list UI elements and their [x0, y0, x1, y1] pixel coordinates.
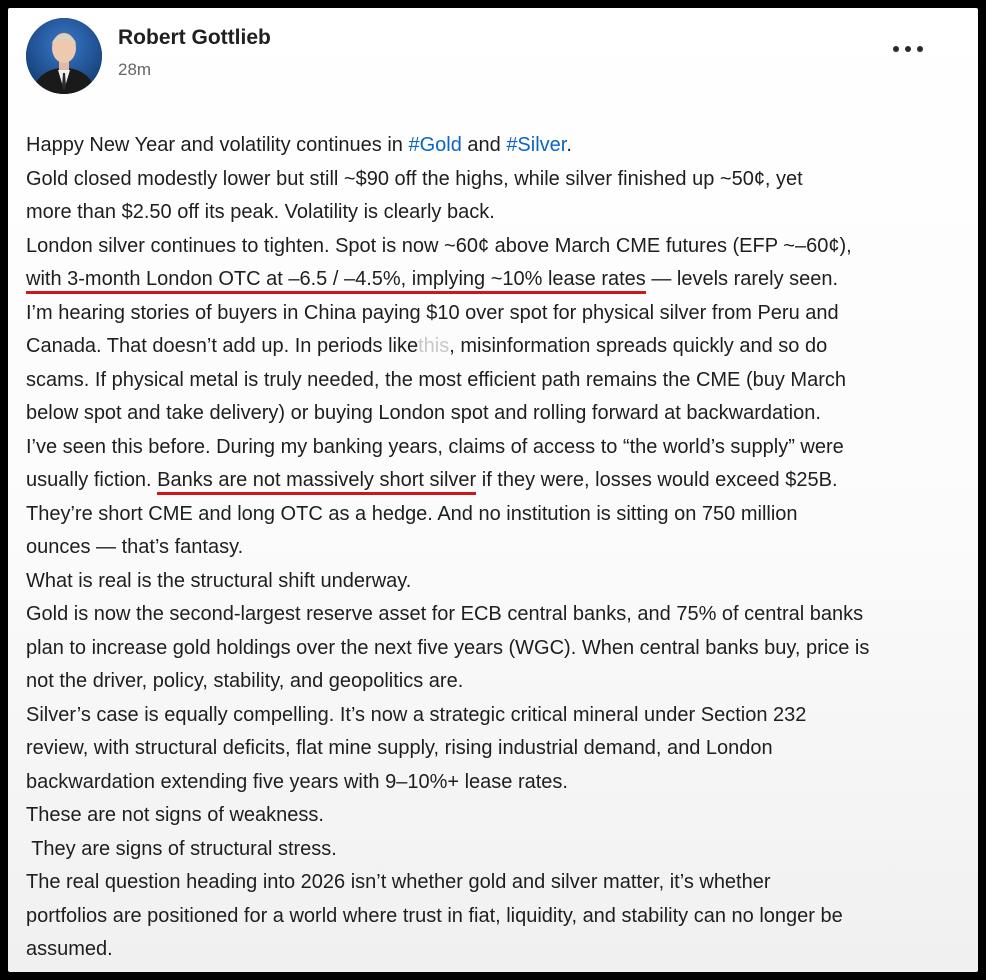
post-line: They’re short CME and long OTC as a hedge. And no institution is sitting on 750 million [26, 502, 798, 525]
post-line: The real question heading into 2026 isn’t whether gold and silver matter, it’s whether [26, 871, 771, 893]
post-line: They are signs of structural stress. [26, 837, 337, 860]
post-text: . [566, 134, 572, 156]
avatar[interactable] [26, 18, 102, 94]
post-line: review, with structural deficits, flat mine supply, rising industrial demand, and London [26, 737, 773, 759]
post-text: usually fiction. [26, 469, 158, 491]
post-line: London silver continues to tighten. Spot is now ~60¢ above March CME futures (EFP ~–60¢), [26, 234, 852, 257]
post-line [26, 330, 972, 364]
post-line: Gold closed modestly lower but still ~$90 off the highs, while silver finished up ~50¢, yet [26, 167, 803, 190]
more-options-button[interactable] [888, 38, 928, 60]
post-line: scams. If physical metal is truly needed, the most efficient path remains the CME (buy March [26, 368, 846, 391]
post-line: Silver’s case is equally compelling. It’s now a strategic critical mineral under Section 232 [26, 703, 807, 726]
more-horizontal-icon [905, 46, 911, 52]
post-line: What is real is the structural shift underway. [26, 569, 412, 592]
post-text: Happy New Year and volatility continues in [26, 134, 409, 156]
post-line: below spot and take delivery) or buying London spot and rolling forward at backwardation. [26, 402, 821, 424]
post-timestamp: 28m [118, 60, 152, 79]
post-line [26, 464, 972, 498]
author-name[interactable]: Robert Gottlieb [118, 26, 271, 49]
post-line: more than $2.50 off its peak. Volatility is clearly back. [26, 201, 495, 223]
post-text: and [461, 134, 507, 156]
post-line: portfolios are positioned for a world where trust in fiat, liquidity, and stability can no longer be [26, 904, 843, 927]
post-line: Gold is now the second-largest reserve asset for ECB central banks, and 75% of central banks [26, 603, 864, 625]
post-line: I’ve seen this before. During my banking years, claims of access to “the world’s supply” were [26, 435, 844, 458]
post-text: Canada. That doesn’t add up. In periods like [26, 335, 419, 357]
red-underlined-text: Banks are not massively short silver [157, 469, 476, 495]
post-line: These are not signs of weakness. [26, 804, 324, 826]
post-line: I’m hearing stories of buyers in China paying $10 over spot for physical silver from Peru and [26, 301, 839, 324]
post-line: backwardation extending five years with 9–10%+ lease rates. [26, 770, 568, 793]
post-text: — levels rarely seen. [645, 268, 839, 290]
post-text: , misinformation spreads quickly and so do [449, 335, 828, 357]
post-line [26, 263, 972, 297]
post-line: ounces — that’s fantasy. [26, 536, 244, 558]
post-line: plan to increase gold holdings over the next five years (WGC). When central banks buy, price is [26, 636, 870, 659]
obscured-text: this [418, 335, 450, 357]
post-body [26, 129, 972, 967]
red-underlined-text: with 3-month London OTC at –6.5 / –4.5%, implying ~10% lease rates [26, 268, 646, 294]
post-text: if they were, losses would exceed $25B. [476, 469, 838, 491]
post-line [26, 129, 972, 163]
more-horizontal-icon [917, 46, 923, 52]
post-card [8, 8, 978, 972]
post-line: not the driver, policy, stability, and geopolitics are. [26, 670, 464, 692]
hashtag-gold-link[interactable]: #Gold [408, 134, 462, 156]
post-line: assumed. [26, 938, 113, 960]
hashtag-silver-link[interactable]: #Silver [506, 134, 567, 156]
more-horizontal-icon [893, 46, 899, 52]
